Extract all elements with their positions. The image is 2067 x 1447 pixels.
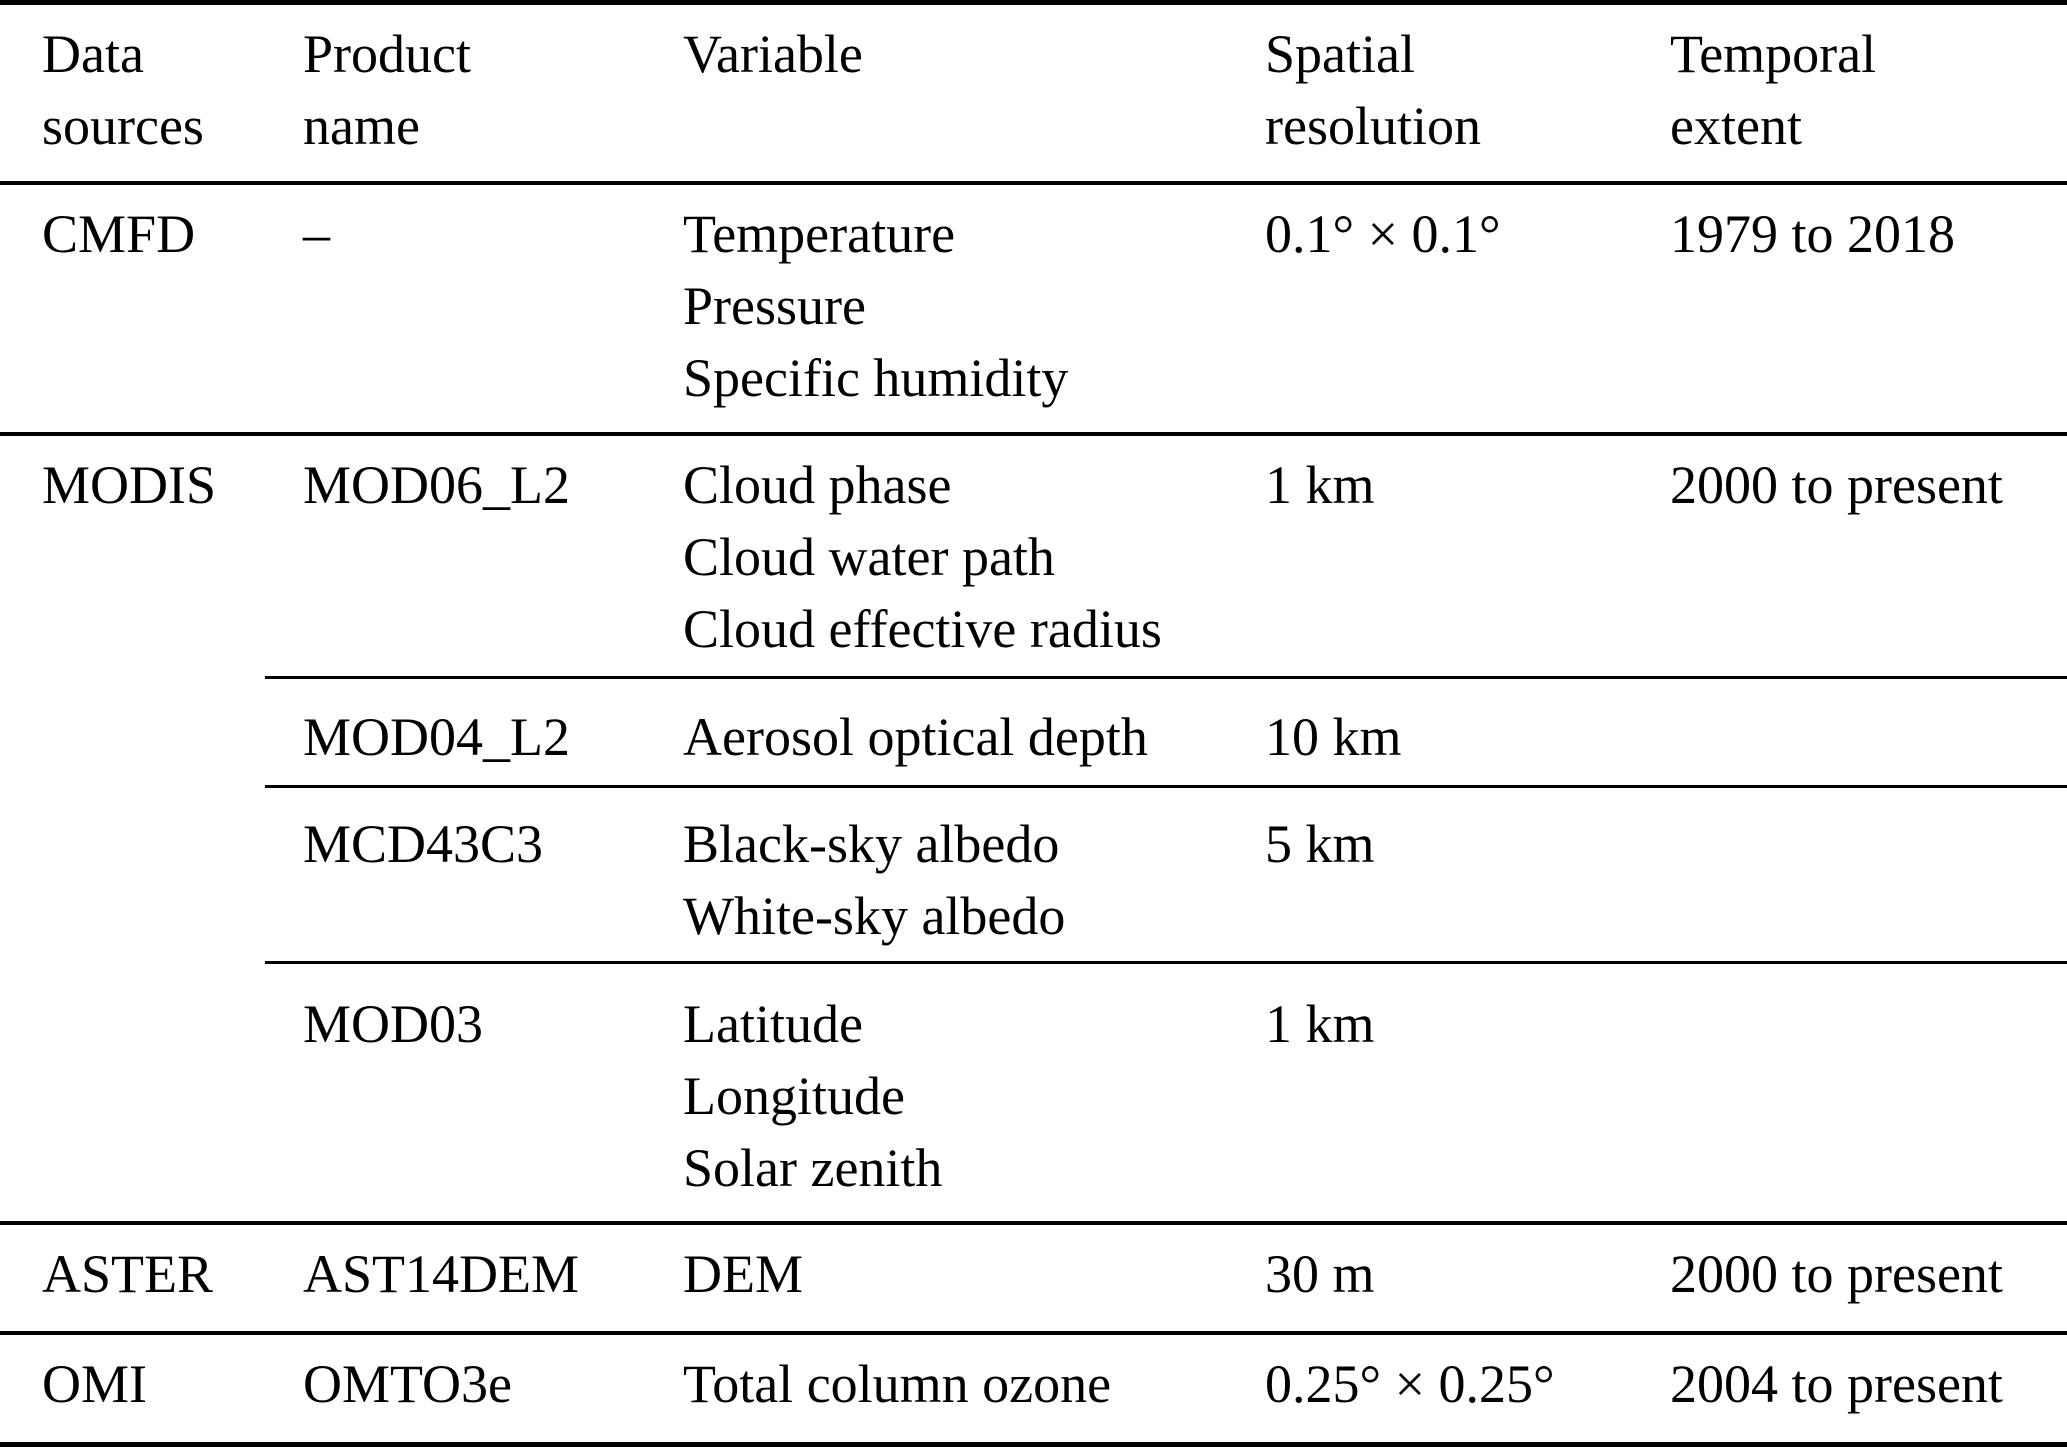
variable-line: Cloud phase [683,455,952,515]
variable-line: Aerosol optical depth [683,707,1148,767]
row-grid [0,679,2067,773]
cell-source [42,808,303,952]
header-row [0,5,2067,181]
table-row-aster [0,1221,2067,1331]
column-header-variable [683,18,1265,181]
variable-line: Specific humidity [683,348,1069,408]
header-line: Product [303,24,471,84]
cell-spatial-resolution: 0.1° × 0.1° [1265,204,1501,264]
cell-product: OMTO3e [303,1354,512,1414]
cell-product: – [303,204,330,264]
header-line: Temporal [1670,24,1877,84]
cell-product: AST14DEM [303,1244,580,1304]
variable-line: Cloud effective radius [683,599,1162,659]
cell-source: MODIS [42,455,217,515]
cell-variables [683,701,1265,773]
cell-variables [683,988,1265,1204]
cell-product: MOD04_L2 [303,707,570,767]
cell-source: ASTER [42,1244,214,1304]
cell-product: MCD43C3 [303,814,544,874]
cell-source: OMI [42,1354,147,1414]
variable-line: DEM [683,1244,803,1304]
cell-temporal-extent: 1979 to 2018 [1670,204,1956,264]
row-grid [0,788,2067,952]
cell-variables [683,198,1265,432]
variable-line: Black-sky albedo [683,814,1060,874]
cell-variables [683,808,1265,952]
cell-spatial-resolution: 5 km [1265,814,1375,874]
cell-spatial-resolution: 1 km [1265,455,1375,515]
cell-temporal-extent: 2004 to present [1670,1354,2003,1414]
cell-temporal-extent [1670,988,2067,1204]
table-row-omi [0,1331,2067,1442]
column-header-product-name [303,18,683,181]
cell-temporal-extent: 2000 to present [1670,455,2003,515]
group-modis [0,432,2067,1221]
variable-line: Total column ozone [683,1354,1112,1414]
variable-line: Longitude [683,1066,905,1126]
cell-temporal-extent [1670,701,2067,773]
header-line: name [303,96,420,156]
cell-variables [683,1238,1265,1331]
variable-line: Latitude [683,994,863,1054]
cell-temporal-extent: 2000 to present [1670,1244,2003,1304]
header-line: Variable [683,24,863,84]
variable-line: Solar zenith [683,1138,943,1198]
cell-product: MOD06_L2 [303,455,570,515]
table-row-mod06-l2 [0,436,2067,676]
cell-source [42,988,303,1204]
column-header-temporal-extent [1670,18,2067,181]
variable-line: Pressure [683,276,866,336]
header-line: Data [42,24,144,84]
cell-source: CMFD [42,204,196,264]
cell-variables [683,1348,1265,1442]
cell-source [42,701,303,773]
cell-variables [683,449,1265,665]
row-grid [0,449,2067,665]
cell-product: MOD03 [303,994,484,1054]
cell-temporal-extent [1670,808,2067,952]
header-line: extent [1670,96,1802,156]
cell-spatial-resolution: 1 km [1265,994,1375,1054]
table-row-mod03 [0,961,2067,1221]
header-line: sources [42,96,204,156]
column-header-data-sources [42,18,303,181]
table-row-mcd43c3 [0,785,2067,961]
column-header-spatial-resolution [1265,18,1670,181]
header-line: Spatial [1265,24,1415,84]
variable-line: White-sky albedo [683,886,1066,946]
row-grid [0,964,2067,1204]
table-row-mod04-l2 [0,676,2067,785]
header-line: resolution [1265,96,1481,156]
variable-line: Temperature [683,204,956,264]
cell-spatial-resolution: 30 m [1265,1244,1375,1304]
cell-spatial-resolution: 0.25° × 0.25° [1265,1354,1555,1414]
cell-spatial-resolution: 10 km [1265,707,1402,767]
variable-line: Cloud water path [683,527,1055,587]
table-row-cmfd [0,181,2067,432]
